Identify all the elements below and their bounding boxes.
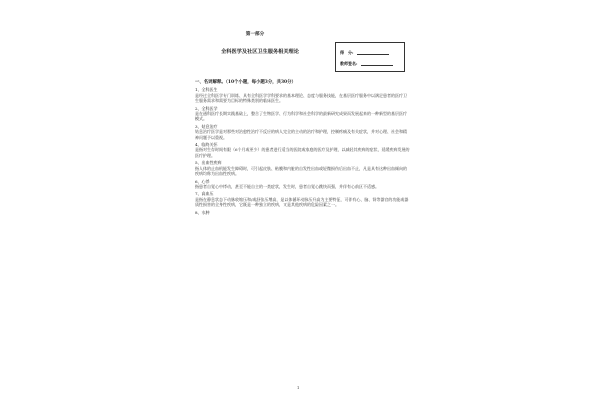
page-number: 1: [297, 386, 300, 390]
score-row: [340, 50, 389, 55]
score-box: [335, 42, 405, 72]
term-definition: 是指对生存时间有限（6个月或更少）的患者进行适当的医院或家庭的医疗及护理，以减轻其疾病的症状、延缓疾病发展的医疗护理。: [195, 147, 410, 158]
document-page: [195, 32, 410, 392]
grader-label: 教师签名:: [340, 61, 358, 66]
term-definition: 姑息治疗医学是对那些对治愈性治疗不反应的病人完全的主动的治疗和护理，控制疼痛及有关症状，并对心理、社会和精神问题予以重视。: [195, 129, 407, 140]
section-heading: 一、名词解释。（10个小题，每小题3分，共30分）: [195, 80, 296, 85]
score-label: 得 分:: [340, 50, 354, 55]
term-definition: 是在通科医疗长期实践基础上，整合了生物医学、行为科学和社会科学的最新研究成果而发展起来的一种新型的基层医疗模式。: [195, 111, 407, 122]
term-definition: 是指在静息状态下动脉收缩压和/或舒张压增高，是以体循环动脉压升高为主要特征，可伴有心、脑、肾等器官的功能或器质性损害的全身性疾病，它既是一种独立的疾病，又是其他疾病的危险因素之一。: [195, 196, 409, 208]
term-definition: 是经过全科医学专门训练、具有全科医学学科要求的基本理论、态度与服务技能，在基层医疗服务中以满足患者的医疗卫生服务需求和需要为目标的特殊类别的临床医生。: [195, 92, 407, 104]
term-title: 1、全科医生: [195, 87, 218, 93]
content: [195, 80, 410, 215]
term-definition: 指人体的止血机能发生障碍时，可引起皮肤、粘膜和内脏的自发性出血或轻微损伤后出血不止，凡是具有这种出血倾向的疾病均称为出血性疾病。: [195, 165, 407, 177]
page-title: 全科医学及社区卫生服务相关理论: [221, 49, 299, 55]
term-title: 2、全科医学: [195, 105, 218, 111]
term-title: 5、出血性疾病: [195, 160, 222, 166]
term-title: 6、心悸: [195, 178, 210, 184]
grader-line: [361, 61, 393, 66]
term-title: 3、姑息治疗: [195, 123, 218, 129]
score-line: [357, 50, 389, 55]
part-label: 第一部分: [245, 32, 265, 37]
grader-row: [340, 61, 393, 66]
term-title: 8、水肿: [195, 209, 210, 215]
term-title: 7、高血压: [195, 191, 214, 197]
term-title: 4、临终关怀: [195, 142, 218, 148]
term-definition: 指患者自觉心中悸动，甚至不能自主的一类症状，发生时，患者自觉心跳快而强，并伴有心前区不适感。: [195, 183, 379, 189]
